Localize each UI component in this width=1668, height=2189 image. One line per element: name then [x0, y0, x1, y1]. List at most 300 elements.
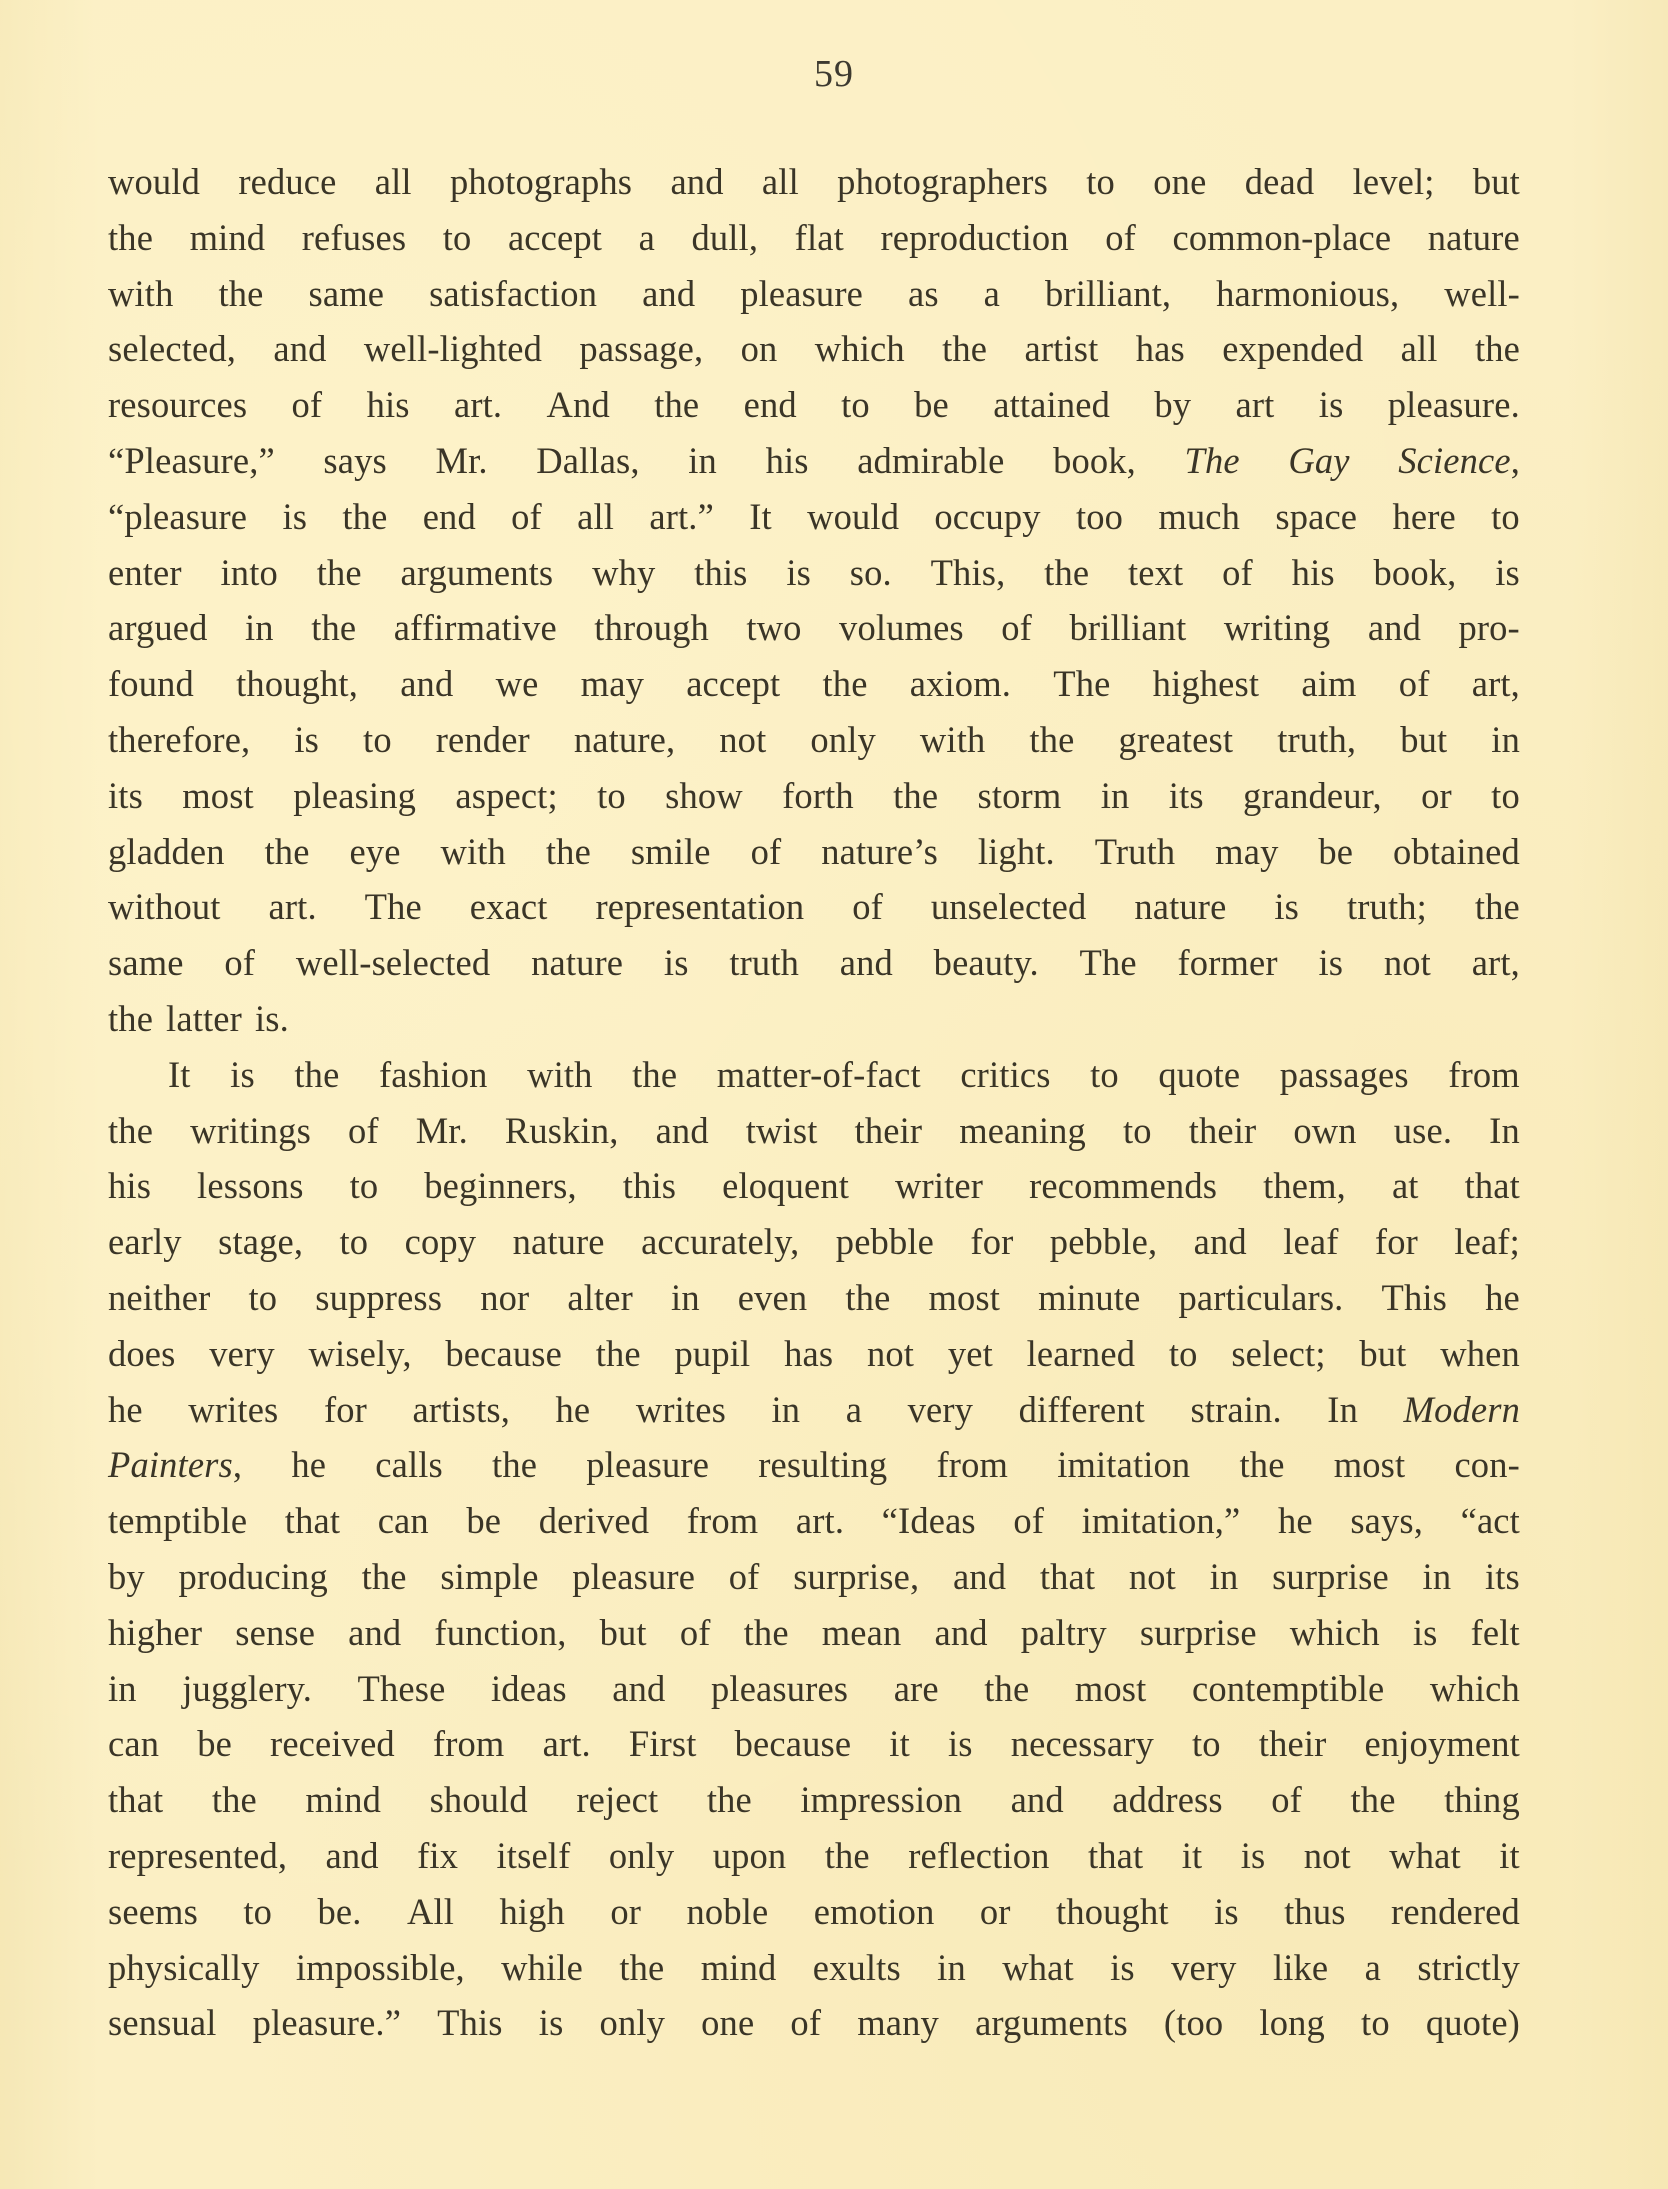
word	[1382, 1270, 1448, 1326]
word-text: well-selected	[295, 942, 491, 984]
word	[1169, 1326, 1198, 1382]
word	[364, 321, 542, 377]
word-text: and	[934, 1611, 988, 1653]
word-text: meaning	[959, 1109, 1086, 1151]
word	[1019, 1382, 1145, 1438]
word-text: because	[734, 1723, 852, 1765]
word-text: affirmative	[393, 607, 557, 649]
word-text: satisfaction	[429, 272, 598, 314]
word-text: the	[984, 1667, 1030, 1709]
word-text: passages	[1279, 1053, 1409, 1095]
word-text: First	[628, 1723, 697, 1765]
word	[771, 1382, 800, 1438]
word-text: the	[545, 830, 591, 872]
word-text: stage,	[218, 1221, 304, 1263]
word	[309, 1326, 412, 1382]
word	[1128, 545, 1183, 601]
word-text: the	[1474, 328, 1520, 370]
word-text: beauty.	[933, 942, 1039, 984]
word-text: artist	[1024, 328, 1099, 370]
word	[363, 712, 392, 768]
word	[1038, 1270, 1140, 1326]
word	[269, 879, 317, 935]
word	[108, 154, 200, 210]
word	[296, 1940, 465, 1996]
word-text: mind	[700, 1946, 777, 1988]
word-text: with	[919, 718, 986, 760]
word	[218, 1214, 303, 1270]
word-text: exact	[469, 886, 548, 928]
word	[701, 1995, 754, 2051]
word	[1448, 1047, 1520, 1103]
word	[766, 433, 809, 489]
word	[367, 377, 410, 433]
word	[738, 1270, 808, 1326]
word-text: a	[638, 216, 655, 258]
word-text: art.”	[649, 495, 714, 537]
word	[629, 1716, 697, 1772]
word-text: to	[349, 1165, 379, 1207]
word	[546, 824, 591, 880]
word	[407, 1884, 454, 1940]
word	[1153, 154, 1206, 210]
word	[1353, 154, 1435, 210]
word-text: art.	[795, 1500, 845, 1542]
word-text: very	[907, 1388, 974, 1430]
word-text: is	[1495, 551, 1520, 593]
word-text: the	[1350, 1779, 1396, 1821]
word	[108, 266, 174, 322]
word-text: on	[740, 328, 778, 370]
word-text: one	[701, 2002, 755, 2044]
word	[920, 712, 986, 768]
word	[270, 1716, 395, 1772]
word	[1274, 879, 1299, 935]
word	[1245, 154, 1315, 210]
word	[948, 1326, 993, 1382]
word	[641, 1214, 799, 1270]
word-text: harmonious,	[1216, 272, 1400, 314]
word	[547, 377, 610, 433]
word	[1013, 1493, 1044, 1549]
word-text: photographers	[837, 161, 1048, 202]
word-text: it	[1499, 1834, 1520, 1876]
word-text: con-	[1454, 1444, 1520, 1486]
word-text: pleasures	[711, 1667, 849, 1709]
word-text: says	[323, 439, 387, 481]
word-text: into	[220, 551, 278, 593]
word-text: aspect;	[455, 774, 558, 816]
word-text: like	[1272, 1946, 1329, 1988]
word	[597, 768, 626, 824]
word-text: strictly	[1417, 1946, 1520, 1988]
word-text: flat	[794, 216, 844, 258]
word	[592, 545, 655, 601]
word-text: sensual	[108, 2002, 217, 2044]
word	[197, 1716, 232, 1772]
word-text: This	[1381, 1276, 1448, 1318]
word-text: very	[1171, 1946, 1237, 1988]
word-text: producing	[178, 1555, 328, 1597]
word	[1050, 1214, 1157, 1270]
word-text: fashion	[379, 1053, 488, 1095]
word	[424, 1158, 577, 1214]
word-text: its	[1168, 774, 1204, 816]
word	[358, 1661, 446, 1717]
word-text: pleasure	[586, 1444, 710, 1486]
word	[1334, 1437, 1406, 1493]
word	[751, 824, 782, 880]
word-text: reflection	[908, 1834, 1050, 1876]
word	[1259, 1995, 1325, 2051]
word	[492, 1437, 537, 1493]
word	[1275, 489, 1357, 545]
word	[1241, 1828, 1266, 1884]
text-line	[108, 1605, 1520, 1661]
text-line	[108, 824, 1520, 880]
word	[821, 824, 938, 880]
word-text: by	[108, 1555, 145, 1597]
word	[959, 1103, 1086, 1159]
word-text: mean	[821, 1611, 902, 1653]
word	[687, 1884, 769, 1940]
word	[782, 768, 854, 824]
italic-title: Gay	[1288, 439, 1350, 481]
word-text: surprise	[1272, 1555, 1389, 1597]
text-line	[108, 1270, 1520, 1326]
word-text: axiom.	[909, 663, 1012, 705]
word	[850, 545, 892, 601]
word	[664, 935, 689, 991]
word-text: of	[679, 1611, 711, 1653]
word-text: to	[1090, 1053, 1119, 1095]
word	[1292, 545, 1335, 601]
word-text: higher	[108, 1611, 203, 1653]
word	[596, 1326, 641, 1382]
word	[934, 935, 1039, 991]
word-text: is	[294, 718, 320, 760]
word	[701, 1940, 777, 1996]
word-text: impossible,	[295, 1946, 465, 1988]
word-text: high	[499, 1890, 565, 1932]
word	[729, 935, 799, 991]
word-text: with	[527, 1053, 593, 1095]
word	[894, 1661, 939, 1717]
word-text: be	[197, 1723, 232, 1765]
word	[632, 1047, 677, 1103]
word-text: does	[108, 1332, 176, 1374]
word	[815, 321, 905, 377]
word-text: as	[907, 272, 939, 314]
word-text: would	[108, 161, 200, 202]
word	[182, 768, 254, 824]
word-text: to	[1491, 495, 1520, 537]
word	[762, 154, 799, 210]
italic-title: Modern	[1403, 1388, 1520, 1430]
word-text: suppress	[315, 1276, 443, 1318]
word-text: render	[435, 718, 530, 760]
word-text: eye	[349, 830, 401, 872]
word-text: All	[406, 1890, 455, 1932]
word	[1440, 1326, 1520, 1382]
word	[108, 935, 184, 991]
word	[855, 1103, 923, 1159]
word	[1347, 879, 1427, 935]
word-text: his	[366, 384, 410, 426]
word	[108, 377, 247, 433]
word-text: the	[108, 216, 154, 258]
text-line	[108, 545, 1520, 601]
word-text: contemptible	[1192, 1667, 1385, 1709]
word-text: necessary	[1010, 1723, 1154, 1765]
word	[574, 712, 675, 768]
word	[362, 1549, 407, 1605]
word	[639, 210, 655, 266]
word-text: surprise	[1139, 1611, 1257, 1653]
word-text: The	[364, 886, 422, 928]
word-text: attained	[993, 384, 1110, 426]
word	[579, 321, 703, 377]
text-line	[108, 1884, 1520, 1940]
word-text: noble	[686, 1890, 769, 1932]
word	[166, 991, 242, 1047]
word	[1273, 1940, 1328, 1996]
word-text: has	[1135, 328, 1185, 370]
italic-title: Painters	[108, 1444, 233, 1486]
word-text: temptible	[108, 1500, 248, 1542]
word	[1271, 1772, 1302, 1828]
word	[443, 210, 472, 266]
word	[814, 1884, 935, 1940]
word-text: in	[1422, 1555, 1452, 1597]
word-text: It	[168, 1053, 191, 1095]
word-text: many	[857, 2002, 939, 2044]
word-text: impression	[800, 1779, 963, 1821]
text-line	[108, 1661, 1520, 1717]
word-text: In	[1489, 1109, 1520, 1151]
word	[1290, 1605, 1380, 1661]
word-text: arguments	[975, 2002, 1128, 2044]
word	[665, 768, 743, 824]
word	[581, 656, 644, 712]
word-text: from	[686, 1500, 759, 1542]
word	[1044, 545, 1089, 601]
word-text: is	[947, 1723, 973, 1765]
word-text: quote	[1158, 1053, 1241, 1095]
word-text: learned	[1026, 1332, 1136, 1374]
word-text: obtained	[1393, 830, 1520, 872]
word-text: nature	[1134, 886, 1227, 928]
word-text: of	[1105, 216, 1136, 258]
word	[1398, 433, 1520, 489]
word	[1384, 935, 1431, 991]
word-text: expended	[1222, 328, 1364, 370]
word-text: the	[1474, 886, 1520, 928]
word	[379, 1047, 488, 1103]
word	[1393, 824, 1520, 880]
word	[324, 1382, 367, 1438]
word	[984, 266, 1000, 322]
word-text: or	[1421, 774, 1452, 816]
word	[349, 824, 400, 880]
word	[1224, 600, 1331, 656]
word	[505, 1103, 619, 1159]
word-text: are	[893, 1667, 939, 1709]
word	[108, 656, 194, 712]
word-text: nor	[480, 1276, 530, 1318]
word-text: for	[970, 1221, 1014, 1263]
text-line	[108, 1772, 1520, 1828]
word	[539, 1995, 564, 2051]
word	[600, 1605, 647, 1661]
word	[1499, 1828, 1520, 1884]
word-text: can	[108, 1723, 160, 1765]
word-text: he	[1277, 1500, 1313, 1542]
word	[572, 1549, 695, 1605]
word	[108, 1270, 210, 1326]
word-text: pleasure	[572, 1555, 696, 1597]
word-text: but	[599, 1611, 647, 1653]
word	[305, 1772, 381, 1828]
word	[1182, 1828, 1203, 1884]
word	[1327, 1382, 1358, 1438]
word	[1185, 433, 1240, 489]
word	[935, 1605, 988, 1661]
word	[315, 1270, 442, 1326]
word-text: to	[248, 1276, 278, 1318]
word	[1025, 321, 1099, 377]
word-text: quote)	[1425, 2002, 1520, 2044]
word	[365, 879, 422, 935]
word	[1375, 1214, 1418, 1270]
word-text: their	[1188, 1109, 1257, 1151]
word	[1011, 1716, 1154, 1772]
word	[108, 1326, 176, 1382]
word-text: not	[1128, 1555, 1176, 1597]
word-text: arguments	[400, 551, 554, 593]
word	[108, 712, 250, 768]
word	[108, 600, 208, 656]
word	[1491, 768, 1520, 824]
word-text: the	[822, 663, 868, 705]
word	[340, 1214, 369, 1270]
word	[536, 433, 639, 489]
word	[1284, 1884, 1345, 1940]
word	[686, 656, 780, 712]
word-text: the	[294, 1053, 340, 1095]
word-text: writing	[1223, 607, 1331, 649]
word	[671, 1270, 700, 1326]
word-text: physically	[108, 1946, 260, 1988]
word	[1401, 321, 1438, 377]
word	[810, 712, 876, 768]
word	[348, 1103, 379, 1159]
word-text: to	[1086, 161, 1115, 202]
word-text: to	[1361, 2002, 1390, 2044]
word-text: enjoyment	[1364, 1723, 1520, 1765]
word-text: only	[810, 718, 876, 760]
word	[675, 1326, 751, 1382]
word-text: space	[1275, 495, 1358, 537]
word-text: of	[1001, 607, 1032, 649]
word	[1171, 1940, 1236, 1996]
word-text: and	[612, 1667, 666, 1709]
word	[470, 879, 548, 935]
text-line	[108, 154, 1520, 210]
word-text: what	[1389, 1834, 1461, 1876]
word-text: its	[1484, 1555, 1520, 1597]
word	[936, 1437, 1008, 1493]
word	[375, 1437, 443, 1493]
word-text: rendered	[1391, 1890, 1520, 1932]
word	[631, 824, 711, 880]
word-text: all	[577, 495, 615, 537]
word	[1215, 824, 1278, 880]
word	[857, 1995, 939, 2051]
word	[609, 1828, 675, 1884]
word	[1288, 433, 1349, 489]
word-text: to	[1168, 1332, 1198, 1374]
word-text: a	[845, 1388, 863, 1430]
word	[108, 1884, 198, 1940]
word-text: is	[1318, 942, 1344, 984]
word	[1045, 266, 1171, 322]
word-text: two	[746, 607, 802, 649]
word	[1192, 1661, 1384, 1717]
word-text: volumes	[839, 607, 964, 649]
word	[108, 1493, 247, 1549]
word	[1293, 1103, 1356, 1159]
word-text: in	[245, 607, 274, 649]
word-text: and	[325, 1834, 379, 1876]
word-text: nature’s	[821, 830, 938, 872]
word-text: much	[1158, 495, 1241, 537]
word-text: this	[694, 551, 748, 593]
word	[1428, 210, 1520, 266]
word-text: These	[357, 1667, 446, 1709]
word	[612, 1661, 665, 1717]
word	[1400, 712, 1447, 768]
word-text: calls	[375, 1444, 443, 1486]
word-text: itself	[496, 1834, 571, 1876]
word	[212, 1772, 257, 1828]
word	[1391, 1884, 1520, 1940]
word	[1154, 377, 1191, 433]
word	[179, 1549, 328, 1605]
word-text: their	[1258, 1723, 1327, 1765]
word	[430, 1772, 528, 1828]
word-text: Mr.	[435, 439, 488, 481]
word-text: book,	[1373, 551, 1457, 593]
word-text: In	[1327, 1388, 1358, 1430]
word	[800, 1772, 962, 1828]
word	[654, 377, 699, 433]
word	[948, 1716, 973, 1772]
word-text: not	[866, 1332, 915, 1374]
word-text: the	[316, 551, 362, 593]
word-text: in	[688, 439, 717, 481]
word-text: it	[1181, 1834, 1203, 1876]
word	[577, 489, 614, 545]
text-line	[108, 1103, 1520, 1159]
word	[416, 1103, 468, 1159]
word	[1304, 1828, 1351, 1884]
word	[1475, 879, 1520, 935]
word	[1164, 1995, 1223, 2051]
word	[1158, 1047, 1240, 1103]
word	[795, 210, 844, 266]
word	[508, 210, 602, 266]
